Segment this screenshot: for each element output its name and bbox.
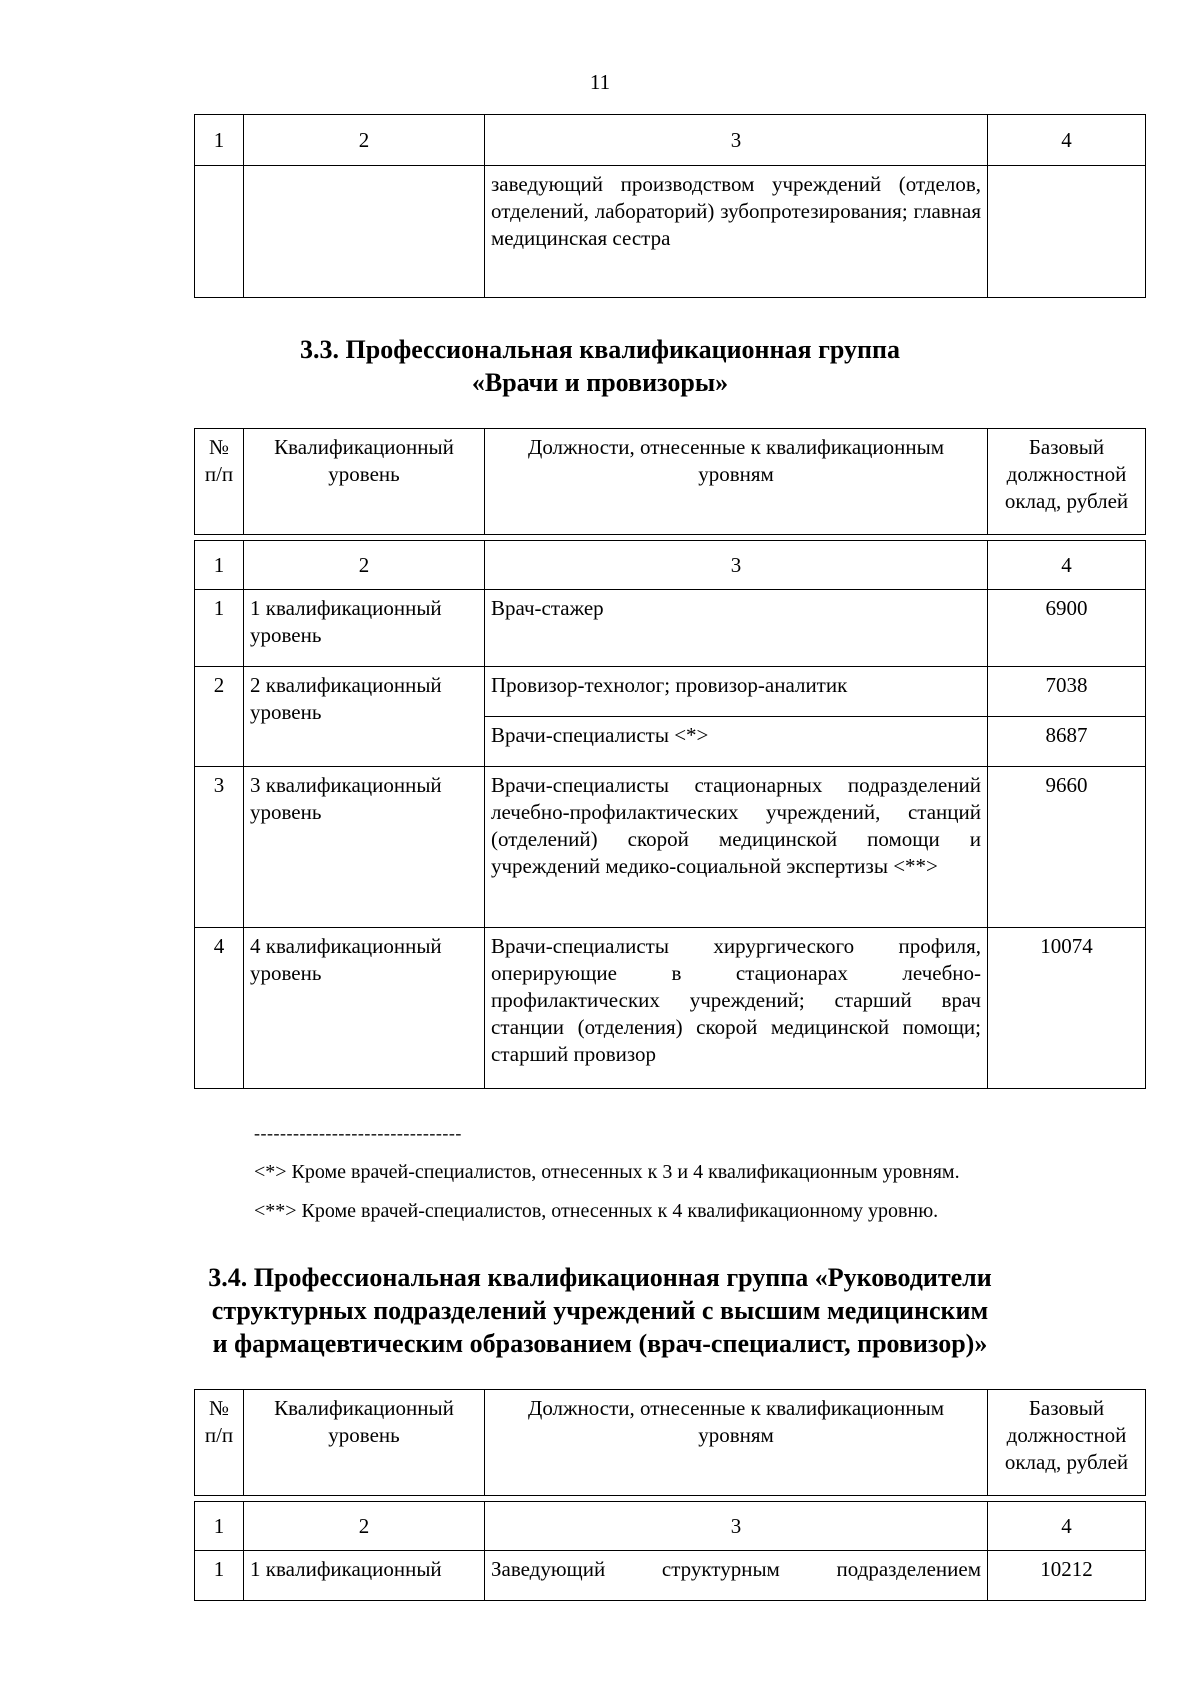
- col-number-3: 3: [485, 115, 988, 166]
- row-salary: 6900: [988, 590, 1146, 667]
- section-3-4-table: [194, 1501, 1146, 1601]
- header-num: № п/п: [195, 429, 244, 535]
- footnote-separator: --------------------------------: [254, 1123, 462, 1143]
- header-level: Квалификационный уровень: [244, 1390, 485, 1496]
- col-number-4: 4: [988, 115, 1146, 166]
- col-number-4: 4: [988, 1502, 1146, 1551]
- table-row: [195, 667, 1146, 717]
- header-positions: Должности, отнесенные к квалификационным уровням: [485, 429, 988, 535]
- section-3-4-title-line2: структурных подразделений учреждений с высшим медицинским: [211, 1296, 989, 1325]
- continuation-table: [194, 114, 1146, 298]
- row-num: 1: [195, 590, 244, 667]
- row-positions: Врачи-специалисты хирургического профиля, оперирующие в стационарах лечебно-профилактических учреждений; старший врач станции (отделения) скорой медицинской помощи; старший провизор: [485, 928, 988, 1089]
- col-number-1: 1: [195, 115, 244, 166]
- row-level: 1 квалификационный: [244, 1551, 485, 1601]
- section-3-4-title-line3: и фармацевтическим образованием (врач-специалист, провизор)»: [212, 1329, 988, 1358]
- row-positions: Врачи-специалисты <*>: [485, 717, 988, 767]
- page-number: 11: [589, 70, 611, 94]
- row-num: 3: [195, 767, 244, 928]
- section-3-4-title-line1: 3.4. Профессиональная квалификационная группа «Руководители: [208, 1263, 992, 1292]
- table-row: [195, 166, 1146, 298]
- row-num: 4: [195, 928, 244, 1089]
- col-number-3: 3: [485, 1502, 988, 1551]
- header-level: Квалификационный уровень: [244, 429, 485, 535]
- row-num: 1: [195, 1551, 244, 1601]
- row-level: 1 квалификационный уровень: [244, 590, 485, 667]
- row-salary: 10074: [988, 928, 1146, 1089]
- section-3-4-header-table: [194, 1389, 1146, 1496]
- header-salary: Базовый должностной оклад, рублей: [988, 429, 1146, 535]
- section-3-3-table: [194, 540, 1146, 1089]
- table-row: [195, 1551, 1146, 1601]
- row-positions: заведующий производством учреждений (отделов, отделений, лабораторий) зубопротезирования; главная медицинская сестра: [485, 166, 988, 298]
- footnote-2: <**> Кроме врачей-специалистов, отнесенных к 4 квалификационному уровню.: [254, 1200, 939, 1222]
- col-number-2: 2: [244, 541, 485, 590]
- col-number-2: 2: [244, 1502, 485, 1551]
- row-salary: 10212: [988, 1551, 1146, 1601]
- row-level: 3 квалификационный уровень: [244, 767, 485, 928]
- column-number-row: [195, 541, 1146, 590]
- row-level: 4 квалификационный уровень: [244, 928, 485, 1089]
- col-number-1: 1: [195, 541, 244, 590]
- row-salary: [988, 166, 1146, 298]
- row-positions: Врачи-специалисты стационарных подразделений лечебно-профилактических учреждений, станций (отделений) скорой медицинской помощи и учреждений медико-социальной экспертизы <**>: [485, 767, 988, 928]
- footnote-1: <*> Кроме врачей-специалистов, отнесенных к 3 и 4 квалификационным уровням.: [254, 1161, 960, 1183]
- header-positions: Должности, отнесенные к квалификационным уровням: [485, 1390, 988, 1496]
- column-number-row: [195, 1502, 1146, 1551]
- row-positions: Заведующий структурным подразделением: [485, 1551, 988, 1601]
- row-num: 2: [195, 667, 244, 767]
- row-salary: 9660: [988, 767, 1146, 928]
- header-row: [195, 1390, 1146, 1496]
- header-row: [195, 429, 1146, 535]
- header-salary: Базовый должностной оклад, рублей: [988, 1390, 1146, 1496]
- row-level: 2 квалификационный уровень: [244, 667, 485, 767]
- section-3-3-header-table: [194, 428, 1146, 535]
- table-row: [195, 590, 1146, 667]
- row-positions: Провизор-технолог; провизор-аналитик: [485, 667, 988, 717]
- col-number-4: 4: [988, 541, 1146, 590]
- row-num: [195, 166, 244, 298]
- header-num: № п/п: [195, 1390, 244, 1496]
- col-number-3: 3: [485, 541, 988, 590]
- table-row: [195, 928, 1146, 1089]
- row-salary: 8687: [988, 717, 1146, 767]
- section-3-3-title-line2: «Врачи и провизоры»: [471, 368, 729, 397]
- table-row: [195, 767, 1146, 928]
- col-number-1: 1: [195, 1502, 244, 1551]
- column-number-row: [195, 115, 1146, 166]
- row-level: [244, 166, 485, 298]
- col-number-2: 2: [244, 115, 485, 166]
- row-positions: Врач-стажер: [485, 590, 988, 667]
- section-3-3-title-line1: 3.3. Профессиональная квалификационная группа: [300, 335, 900, 364]
- row-salary: 7038: [988, 667, 1146, 717]
